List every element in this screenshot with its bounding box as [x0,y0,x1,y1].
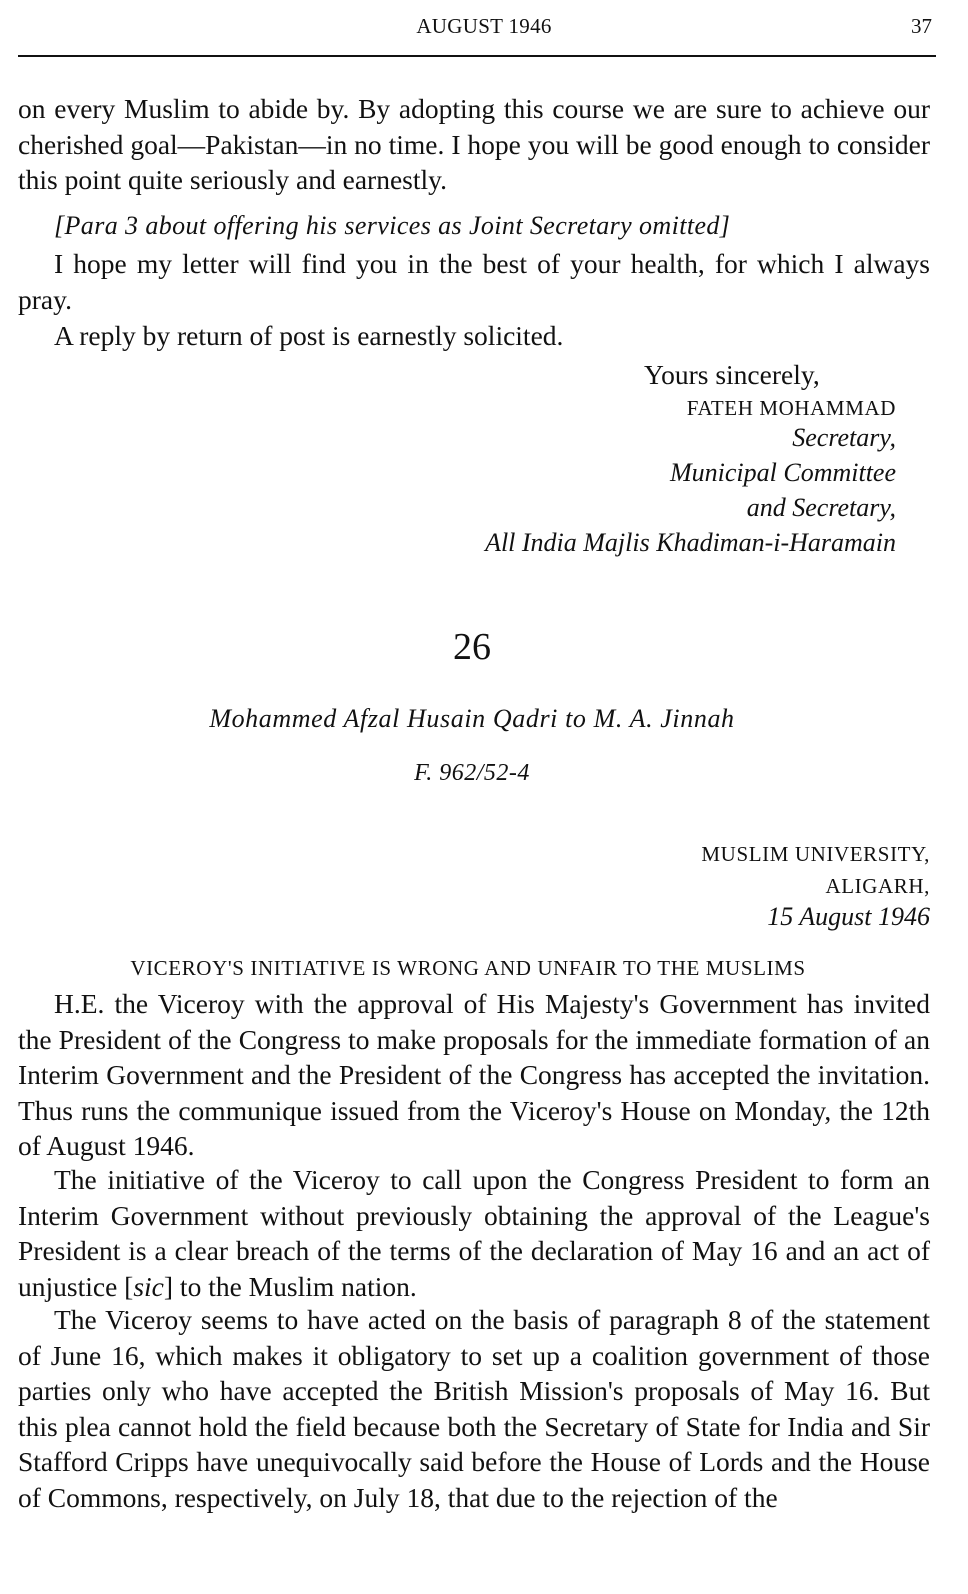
sic-marker: sic [133,1270,164,1302]
continuation-paragraph: on every Muslim to abide by. By adopting this course we are sure to achieve our cherished goal—Pakistan—in no time. I hope you will be good enough to consider this point quite seriously and earnestly. [18,93,930,195]
letter-paragraph-1: H.E. the Viceroy with the approval of His Majesty's Government has invited the President of the Congress to make proposals for the immediate formation of an Interim Government and the President of the Congress has accepted the invitation. Thus runs the communique issued from the Viceroy's House on Monday, the 12th of August 1946. [18,988,930,1161]
document-reference: F. 962/52-4 [414,760,530,786]
page-number: 37 [911,14,932,38]
signatory-title-line4: All India Majlis Khadiman-i-Haramain [485,528,896,557]
address-line-2: ALIGARH, [825,874,930,898]
header-rule [18,55,936,57]
signatory-name: FATEH MOHAMMAD [686,396,896,420]
para2-text-a: The initiative of the Viceroy to call upon the Congress President to form an Interim Government without previously obtaining the approval of the League's President is a clear breach of the terms of the declaration of May 16 and an act of unjustice [ [18,1164,930,1302]
signatory-title-line2: Municipal Committee [669,458,896,487]
document-number: 26 [453,626,491,668]
address-line-1: MUSLIM UNIVERSITY, [701,842,930,866]
letter-subject: VICEROY'S INITIATIVE IS WRONG AND UNFAIR TO THE MUSLIMS [130,956,806,980]
health-paragraph: I hope my letter will find you in the best of your health, for which I always pray. [18,248,930,315]
letter-paragraph-3: The Viceroy seems to have acted on the basis of paragraph 8 of the statement of June 16, which makes it obligatory to set up a coalition government of those parties only who have accepted the British Mission's proposals of May 16. But this plea cannot hold the field because both the Secretary of State for India and Sir Stafford Cripps have unequivocally said before the House of Lords and the House of Commons, respectively, on July 18, that due to the rejection of the [18,1304,930,1513]
signatory-title-line3: and Secretary, [746,493,896,522]
signature-closing: Yours sincerely, [644,359,820,390]
running-head-title: AUGUST 1946 [416,14,552,38]
editorial-omission-note: [Para 3 about offering his services as Joint Secretary omitted] [54,211,731,240]
document-heading: Mohammed Afzal Husain Qadri to M. A. Jinnah [209,704,735,733]
running-head [0,12,968,42]
signatory-title-line1: Secretary, [792,423,896,452]
reply-paragraph: A reply by return of post is earnestly solicited. [54,320,564,351]
para2-text-b: ] to the Muslim nation. [163,1270,417,1302]
letter-paragraph-2 [18,1162,930,1304]
letter-date: 15 August 1946 [767,902,930,931]
